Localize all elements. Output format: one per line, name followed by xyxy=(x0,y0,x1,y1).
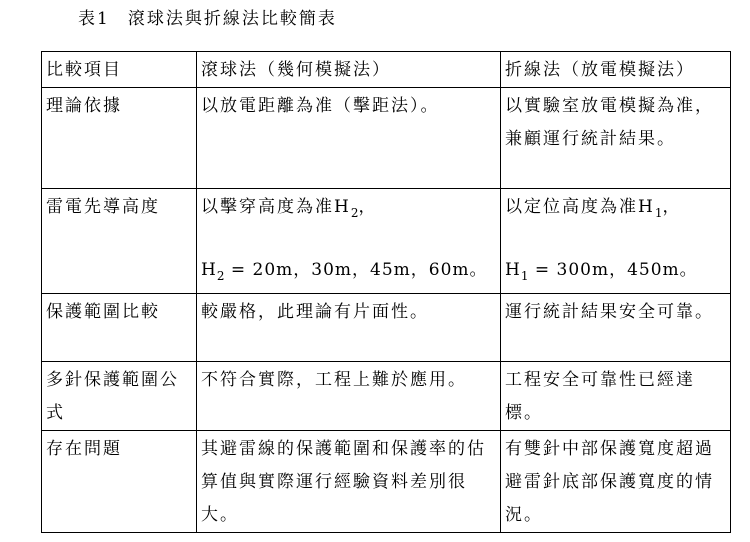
rolling-formula xyxy=(201,254,496,293)
cell-rolling: 其避雷線的保護範圍和保護率的估算值與實際運行經驗資料差別很大。 xyxy=(197,431,501,533)
table-caption xyxy=(78,4,337,29)
cell-broken: 有雙針中部保護寬度超過避雷針底部保護寬度的情況。 xyxy=(501,431,731,533)
cell-item: 雷電先導高度 xyxy=(42,189,197,294)
cell-broken: 運行統計結果安全可靠。 xyxy=(501,294,731,362)
table-row xyxy=(42,294,731,362)
cell-rolling: 不符合實際，工程上難於應用。 xyxy=(197,362,501,431)
rolling-formula-subscript: 2 xyxy=(216,269,225,283)
cell-rolling: 較嚴格，此理論有片面性。 xyxy=(197,294,501,362)
cell-item: 多針保護範圍公式 xyxy=(42,362,197,431)
cell-broken xyxy=(501,189,731,294)
broken-height-tail: ， xyxy=(662,197,682,217)
rolling-formula-var: H xyxy=(201,260,217,280)
table-row xyxy=(42,189,731,294)
broken-height-subscript: 1 xyxy=(654,206,663,220)
rolling-formula-values: = 20m，30m，45m，60m。 xyxy=(224,260,488,280)
broken-formula-values: = 300m，450m。 xyxy=(528,260,698,280)
header-cell-rolling: 滾球法（幾何模擬法） xyxy=(197,52,501,88)
table-row xyxy=(42,431,731,533)
table-row xyxy=(42,88,731,189)
broken-height-line xyxy=(505,191,726,230)
caption-label: 表1 xyxy=(78,9,110,29)
rolling-height-tail: ， xyxy=(358,197,378,217)
broken-formula xyxy=(505,254,726,293)
cell-item: 存在問題 xyxy=(42,431,197,533)
comparison-table xyxy=(41,51,731,533)
rolling-height-line xyxy=(201,191,496,230)
header-cell-item: 比較項目 xyxy=(42,52,197,88)
cell-rolling: 以放電距離為准（擊距法）。 xyxy=(197,88,501,189)
cell-broken: 工程安全可靠性已經達標。 xyxy=(501,362,731,431)
broken-height-text: 以定位高度為准H xyxy=(505,197,655,217)
cell-item: 理論依據 xyxy=(42,88,197,189)
table-row xyxy=(42,362,731,431)
cell-item: 保護範圍比較 xyxy=(42,294,197,362)
rolling-height-text: 以擊穿高度為准H xyxy=(201,197,351,217)
caption-title: 滾球法與折線法比較簡表 xyxy=(127,9,337,29)
header-cell-broken: 折線法（放電模擬法） xyxy=(501,52,731,88)
broken-formula-var: H xyxy=(505,260,521,280)
cell-broken: 以實驗室放電模擬為准，兼顧運行統計結果。 xyxy=(501,88,731,189)
cell-rolling xyxy=(197,189,501,294)
broken-formula-subscript: 1 xyxy=(520,269,529,283)
header-row xyxy=(42,52,731,88)
rolling-height-subscript: 2 xyxy=(350,206,359,220)
